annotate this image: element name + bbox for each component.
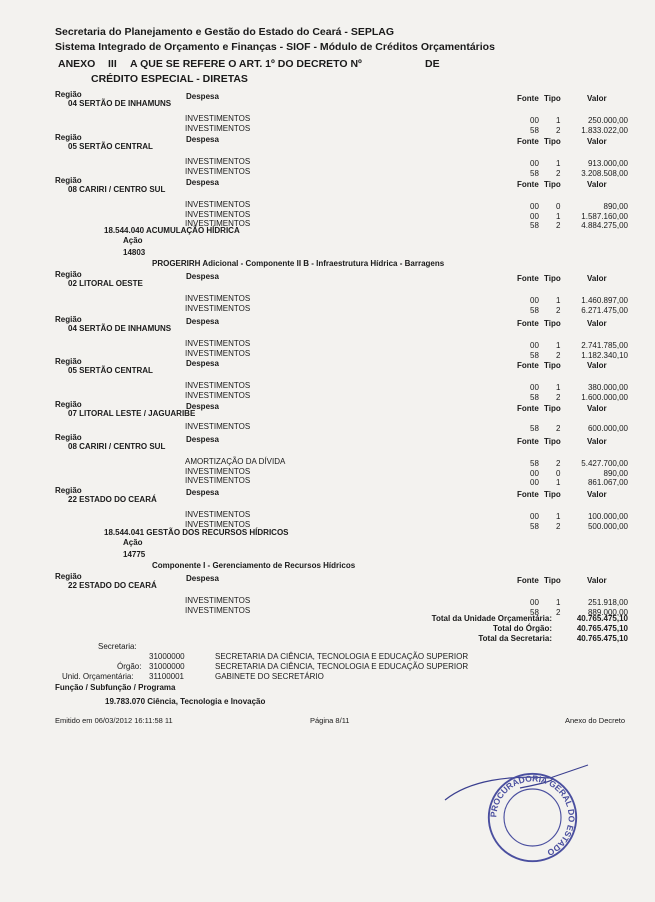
acao-label: Ação [123,236,143,245]
orgao-code: 31000000 [149,662,185,671]
tipo-cell: 1 [556,383,561,392]
fonte-header: Fonte [517,490,539,499]
fonte-header: Fonte [517,319,539,328]
despesa-label: Despesa [186,488,219,497]
despesa-item: INVESTIMENTOS [185,157,251,166]
emitido-text: Emitido em 06/03/2012 16:11:58 11 [55,716,173,725]
fonte-cell: 00 [530,202,539,211]
acao-desc: PROGERIRH Adicional - Componente II B - Infraestrutura Hídrica - Barragens [152,259,445,268]
valor-header: Valor [587,404,607,413]
tipo-cell: 1 [556,478,561,487]
valor-header: Valor [587,490,607,499]
valor-cell: 380.000,00 [587,383,628,392]
regiao-label: Região [55,133,82,142]
despesa-item: INVESTIMENTOS [185,381,251,390]
valor-cell: 1.460.897,00 [581,296,628,305]
fonte-cell: 00 [530,341,539,350]
despesa-label: Despesa [186,92,219,101]
fonte-cell: 00 [530,383,539,392]
tipo-header: Tipo [544,319,561,328]
valor-cell: 1.587.160,00 [581,211,628,221]
regiao-name: 22 ESTADO DO CEARÁ [68,581,157,590]
total-label: Total do Órgão: [493,624,552,633]
valor-cell: 4.884.275,00 [581,221,628,230]
despesa-item: AMORTIZAÇÃO DA DÍVIDA [185,457,286,466]
fonte-cell: 00 [530,296,539,305]
tipo-cell: 1 [556,211,561,221]
regiao-name: 05 SERTÃO CENTRAL [68,142,153,151]
secretaria-label: Secretaria: [98,642,137,651]
regiao-label: Região [55,176,82,185]
total-label: Total da Secretaria: [478,634,552,643]
tipo-cell: 1 [556,341,561,350]
valor-cell: 890,00 [603,202,628,211]
tipo-cell: 1 [556,598,561,607]
despesa-label: Despesa [186,272,219,281]
orgao-name: SECRETARIA DA CIÊNCIA, TECNOLOGIA E EDUCAÇÃO SUPERIOR [215,662,469,671]
total-label: Total da Unidade Orçamentária: [431,614,552,623]
despesa-item: INVESTIMENTOS [185,476,251,485]
despesa-item: INVESTIMENTOS [185,390,251,400]
fonte-cell: 58 [530,221,539,230]
despesa-label: Despesa [186,574,219,583]
fonte-cell: 00 [530,468,539,478]
fonte-header: Fonte [517,137,539,146]
regiao-label: Região [55,315,82,324]
fonte-cell: 58 [530,392,539,402]
valor-cell: 913.000,00 [587,159,628,168]
tipo-cell: 2 [556,459,561,468]
acao-desc: Componente I - Gerenciamento de Recursos Hídricos [152,561,356,570]
orgao-label: Órgão: [117,662,142,671]
despesa-item: INVESTIMENTOS [185,510,251,519]
despesa-item: INVESTIMENTOS [185,303,251,313]
unid-label: Unid. Orçamentária: [62,672,134,681]
valor-header: Valor [587,137,607,146]
despesa-label: Despesa [186,317,219,326]
valor-cell: 861.067,00 [587,478,628,487]
fonte-header: Fonte [517,180,539,189]
stamp-seal-icon [485,770,580,865]
fonte-header: Fonte [517,94,539,103]
fonte-cell: 00 [530,159,539,168]
acao-code: 14803 [123,248,146,257]
tipo-cell: 0 [556,468,561,478]
tipo-cell: 2 [556,125,561,135]
regiao-label: Região [55,90,82,99]
regiao-name: 07 LITORAL LESTE / JAGUARIBE [68,409,196,418]
tipo-cell: 2 [556,521,561,531]
despesa-item: INVESTIMENTOS [185,200,251,209]
valor-cell: 600.000,00 [587,424,628,433]
header-line2: Sistema Integrado de Orçamento e Finanças - SIOF - Módulo de Créditos Orçamentários [55,41,495,53]
tipo-cell: 1 [556,159,561,168]
regiao-name: 05 SERTÃO CENTRAL [68,366,153,375]
valor-cell: 500.000,00 [587,521,628,531]
fonte-header: Fonte [517,404,539,413]
fonte-cell: 58 [530,424,539,433]
total-value: 40.765.475,10 [576,634,628,643]
tipo-header: Tipo [544,576,561,585]
tipo-header: Tipo [544,437,561,446]
acao-title: 18.544.041 GESTÃO DOS RECURSOS HÍDRICOS [104,528,289,537]
valor-header: Valor [587,576,607,585]
total-value: 40.765.475,10 [576,614,628,623]
fonte-cell: 00 [530,512,539,521]
acao-label: Ação [123,538,143,547]
tipo-cell: 2 [556,424,561,433]
despesa-label: Despesa [186,359,219,368]
secretaria-code: 31000000 [149,652,185,661]
acao-title: 18.544.040 ACUMULAÇÃO HÍDRICA [104,226,240,235]
seal-text: PROCURADORIA GERAL DO ESTADO [488,773,577,858]
despesa-item: INVESTIMENTOS [185,466,251,476]
fonte-cell: 00 [530,598,539,607]
total-value: 40.765.475,10 [576,624,628,633]
regiao-name: 08 CARIRI / CENTRO SUL [68,442,166,451]
credito-title: CRÉDITO ESPECIAL - DIRETAS [91,73,248,85]
anexo-decreto: Anexo do Decreto [565,716,626,725]
tipo-cell: 2 [556,305,561,315]
fonte-header: Fonte [517,576,539,585]
anexo-roman: III [108,58,117,70]
valor-header: Valor [587,437,607,446]
despesa-item: INVESTIMENTOS [185,166,251,176]
funcao-value: 19.783.070 Ciência, Tecnologia e Inovação [105,697,266,706]
valor-cell: 1.600.000,00 [581,392,628,402]
tipo-cell: 2 [556,392,561,402]
fonte-cell: 58 [530,168,539,178]
fonte-header: Fonte [517,361,539,370]
valor-header: Valor [587,319,607,328]
tipo-cell: 0 [556,202,561,211]
despesa-label: Despesa [186,178,219,187]
despesa-label: Despesa [186,402,219,411]
regiao-name: 08 CARIRI / CENTRO SUL [68,185,166,194]
despesa-item: INVESTIMENTOS [185,519,251,529]
tipo-cell: 2 [556,168,561,178]
tipo-header: Tipo [544,137,561,146]
regiao-name: 04 SERTÃO DE INHAMUNS [68,99,172,108]
anexo-refere: A QUE SE REFERE O ART. 1º DO DECRETO Nº [130,58,362,70]
despesa-item: INVESTIMENTOS [185,596,251,605]
unid-name: GABINETE DO SECRETÁRIO [215,672,324,681]
page-number: Página 8/11 [310,716,350,725]
regiao-name: 04 SERTÃO DE INHAMUNS [68,324,172,333]
despesa-item: INVESTIMENTOS [185,294,251,303]
tipo-header: Tipo [544,94,561,103]
tipo-header: Tipo [544,490,561,499]
valor-cell: 2.741.785,00 [581,341,628,350]
fonte-header: Fonte [517,437,539,446]
valor-cell: 251.918,00 [587,598,628,607]
regiao-name: 22 ESTADO DO CEARÁ [68,495,157,504]
fonte-header: Fonte [517,274,539,283]
valor-cell: 1.833.022,00 [581,125,628,135]
valor-cell: 250.000,00 [587,116,628,125]
tipo-cell: 2 [556,607,561,617]
despesa-item: INVESTIMENTOS [185,209,251,219]
valor-cell: 6.271.475,00 [581,305,628,315]
tipo-header: Tipo [544,180,561,189]
funcao-label: Função / Subfunção / Programa [55,683,176,692]
tipo-cell: 1 [556,512,561,521]
valor-cell: 1.182.340,10 [581,350,628,360]
tipo-header: Tipo [544,404,561,413]
fonte-cell: 58 [530,607,539,617]
tipo-cell: 1 [556,116,561,125]
tipo-header: Tipo [544,274,561,283]
anexo-de: DE [425,58,440,70]
secretaria-name: SECRETARIA DA CIÊNCIA, TECNOLOGIA E EDUCAÇÃO SUPERIOR [215,652,469,661]
anexo-label: ANEXO [58,58,96,70]
fonte-cell: 58 [530,459,539,468]
despesa-item: INVESTIMENTOS [185,339,251,348]
regiao-label: Região [55,270,82,279]
regiao-label: Região [55,357,82,366]
regiao-label: Região [55,433,82,442]
fonte-cell: 58 [530,125,539,135]
regiao-label: Região [55,486,82,495]
unid-code: 31100001 [149,672,184,681]
despesa-item: INVESTIMENTOS [185,123,251,133]
regiao-label: Região [55,400,82,409]
fonte-cell: 58 [530,305,539,315]
despesa-item: INVESTIMENTOS [185,605,251,615]
tipo-cell: 1 [556,296,561,305]
valor-cell: 100.000,00 [587,512,628,521]
valor-cell: 889.000,00 [587,607,628,617]
fonte-cell: 58 [530,350,539,360]
valor-header: Valor [587,361,607,370]
regiao-name: 02 LITORAL OESTE [68,279,143,288]
header-line1: Secretaria do Planejamento e Gestão do Estado do Ceará - SEPLAG [55,26,395,38]
valor-cell: 890,00 [603,468,628,478]
despesa-item: INVESTIMENTOS [185,348,251,358]
despesa-item: INVESTIMENTOS [185,114,251,123]
despesa-label: Despesa [186,435,219,444]
fonte-cell: 00 [530,211,539,221]
tipo-header: Tipo [544,361,561,370]
fonte-cell: 58 [530,521,539,531]
tipo-cell: 2 [556,350,561,360]
fonte-cell: 00 [530,116,539,125]
valor-cell: 5.427.700,00 [581,459,628,468]
valor-header: Valor [587,180,607,189]
despesa-item: INVESTIMENTOS [185,219,251,228]
valor-header: Valor [587,274,607,283]
despesa-label: Despesa [186,135,219,144]
fonte-cell: 00 [530,478,539,487]
valor-cell: 3.208.508,00 [581,168,628,178]
valor-header: Valor [587,94,607,103]
regiao-label: Região [55,572,82,581]
acao-code: 14775 [123,550,146,559]
tipo-cell: 2 [556,221,561,230]
despesa-item: INVESTIMENTOS [185,422,251,431]
